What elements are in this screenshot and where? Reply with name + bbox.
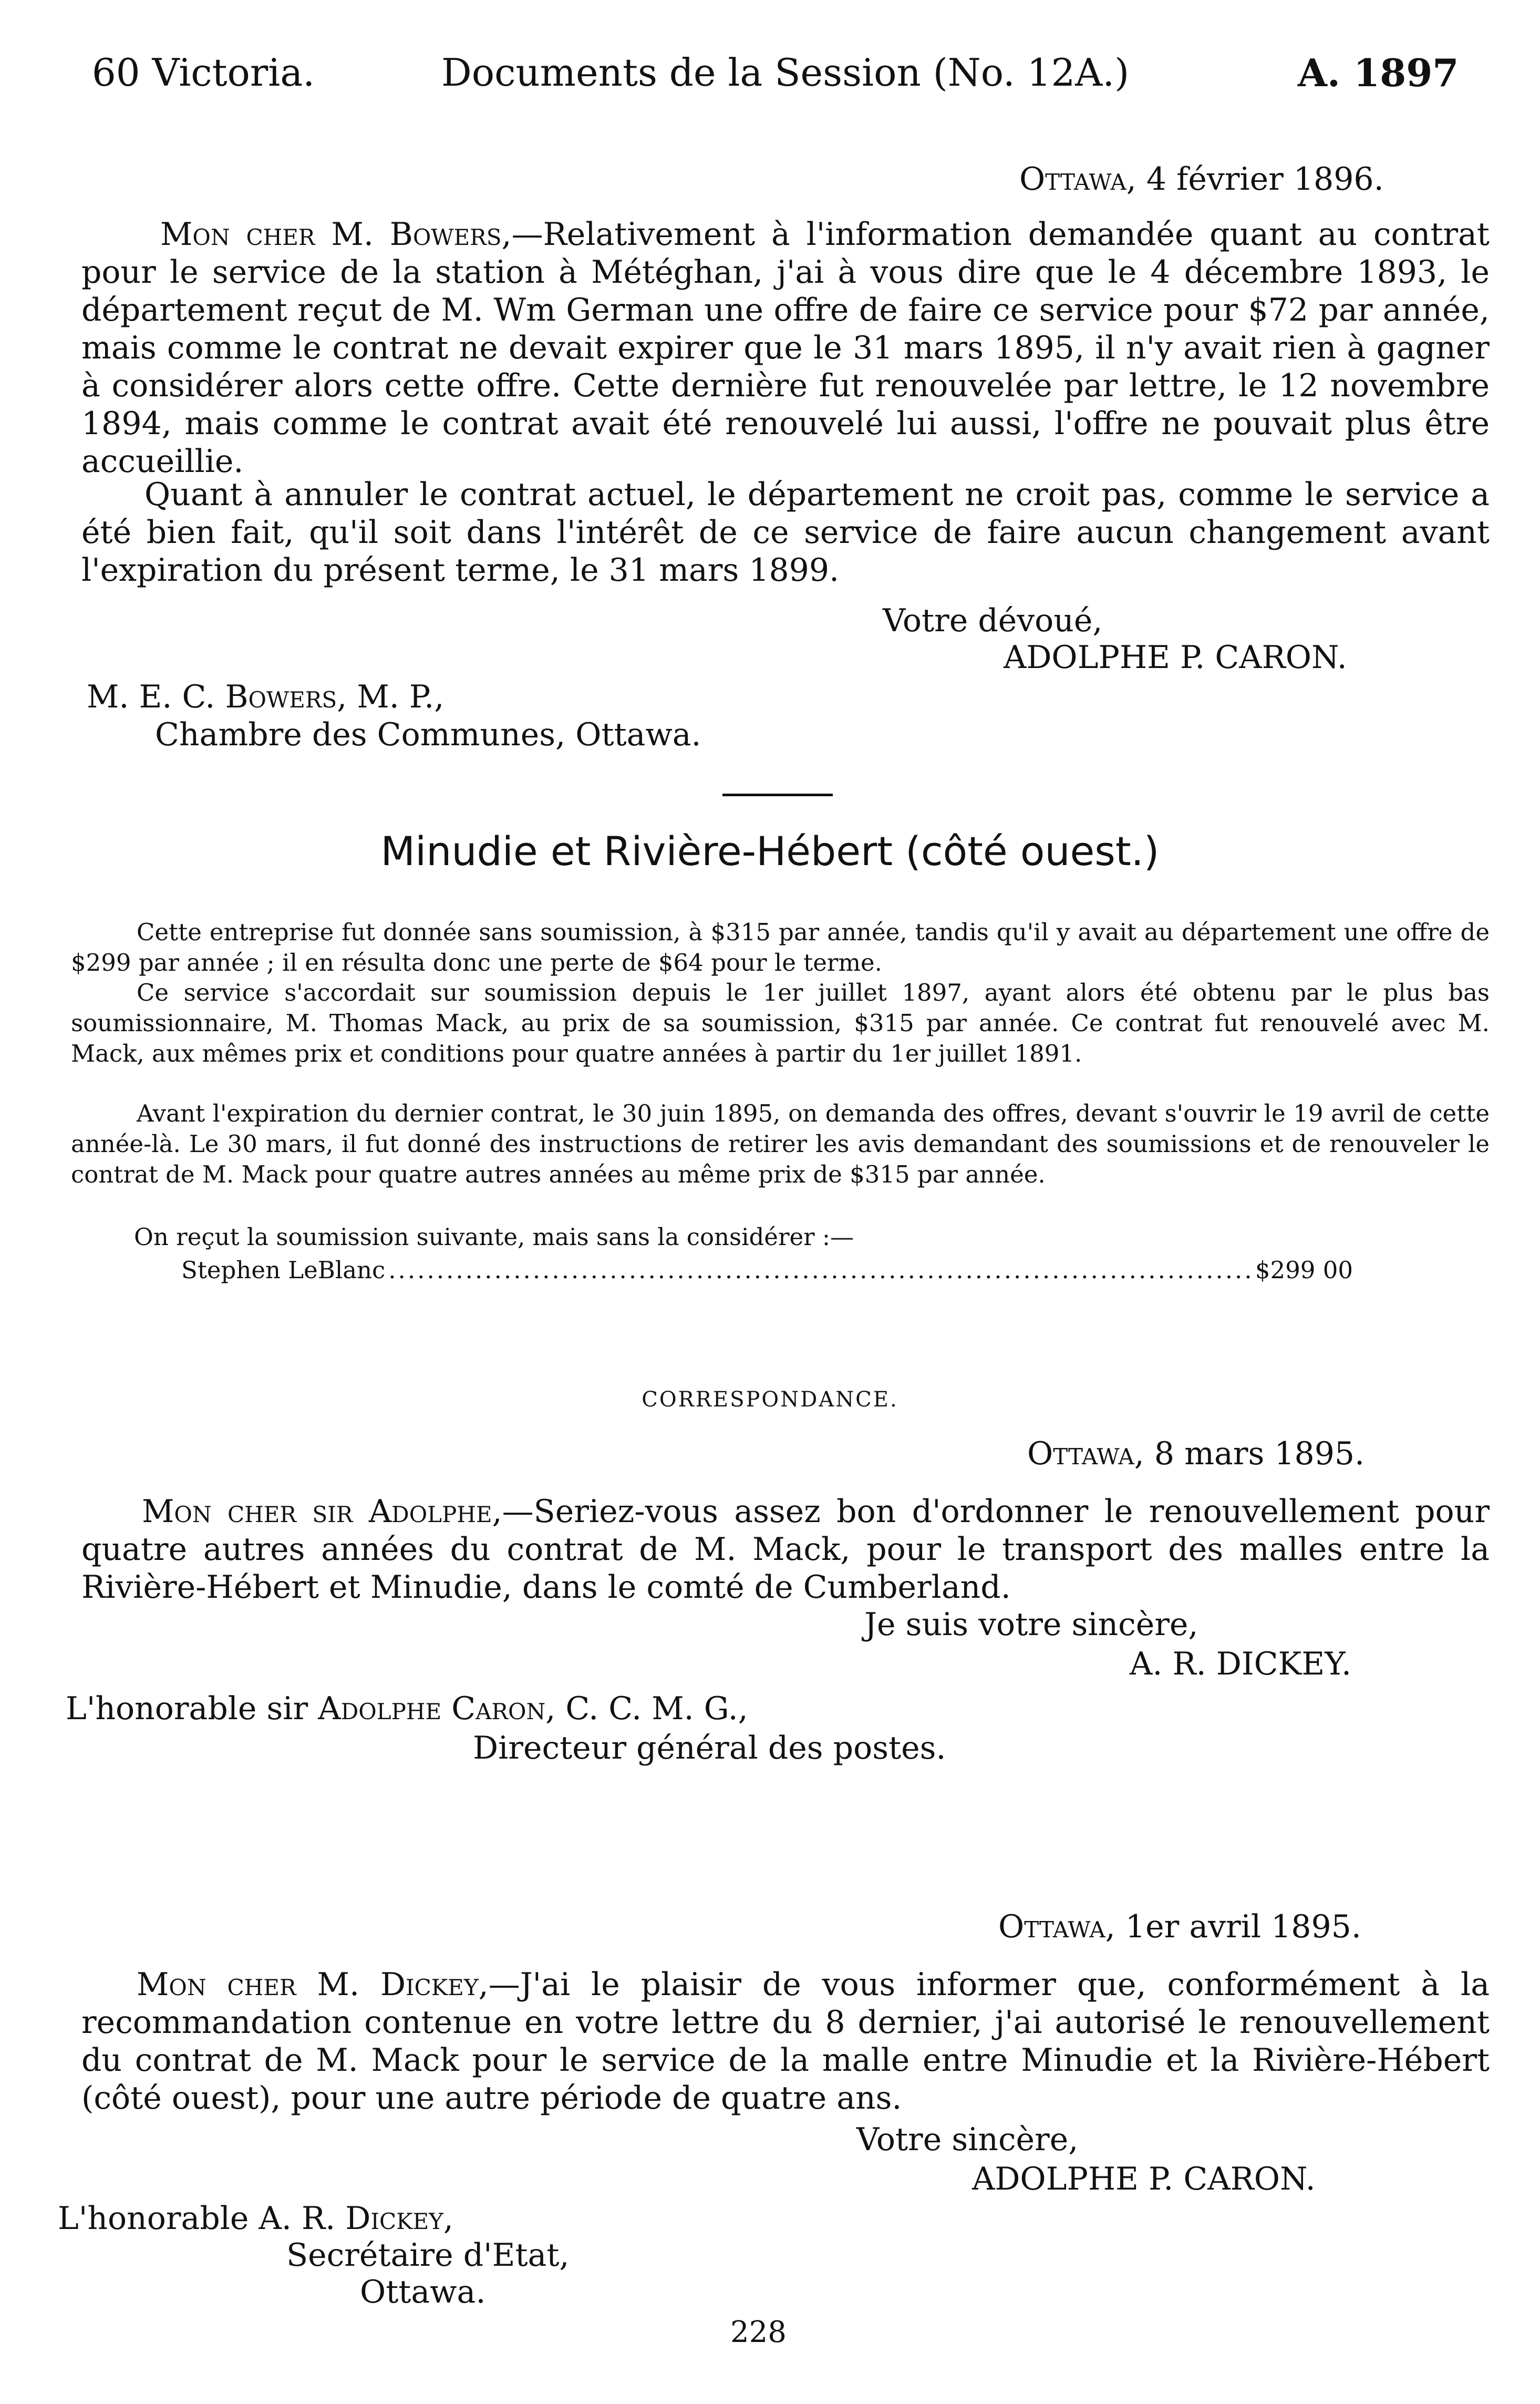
letter2-paragraph [81,1493,1490,1606]
section-divider [722,794,833,796]
correspondence-label: CORRESPONDANCE. [642,1388,898,1412]
letter3-recipient-title: Secrétaire d'Etat, [286,2237,570,2274]
section-paragraph-3: Avant l'expiration du dernier contrat, le 30 juin 1895, on demanda des offres, devant s'ouvrir le 19 avril de cette année-là. Le 30 mars, il fut donné des instructions de retirer les avis demandant des soumissions et de renouveler le contrat de M. Mack pour quatre autres années au même prix de $315 par année. [71,1100,1490,1188]
letter3-dateline [998,1908,1361,1946]
letter3-signature: ADOLPHE P. CARON. [972,2161,1316,2197]
page-number: 228 [730,2315,787,2349]
letter1-recipient-address: Chambre des Communes, Ottawa. [155,716,701,753]
letter2-recipient-title: Directeur général des postes. [473,1730,946,1766]
letter1-closing: Votre dévoué, [883,602,1103,639]
letter2-recipient-name: Adolphe Caron, [318,1690,556,1727]
letter3-recipient-city: Ottawa. [360,2274,486,2310]
letter1-recipient-name: M. E. C. Bowers, M. P., [87,679,445,715]
letter3-date: 1er avril 1895. [1125,1908,1361,1945]
letter2-body: —Seriez-vous assez bon d'ordonner le renouvellement pour quatre autres années du contrat de M. Mack, pour le transport des malles entre la Rivière-Hébert et Minudie, dans le comté de Cumberland. [81,1493,1490,1606]
letter1-dateline [1019,160,1384,198]
letter1-paragraph-1 [81,215,1490,480]
section-paragraph-2: Ce service s'accordait sur soumission depuis le 1er juillet 1897, ayant alors été obtenu par le plus bas soumissionnaire, M. Thomas Mack, au prix de sa soumission, $315 par année. Ce contrat fut renouvelé avec M. Mack, aux mêmes prix et conditions pour quatre années à partir du 1er juillet 1891. [71,979,1490,1067]
tender-name: Stephen LeBlanc [181,1256,386,1284]
header-session: 60 Victoria. [92,50,315,95]
letter3-place: Ottawa, [998,1908,1115,1945]
letter2-dateline [1027,1435,1365,1473]
letter1-body-1: —Relativement à l'information demandée quant au contrat pour le service de la station à Météghan, j'ai à vous dire que le 4 décembre 1893, le département reçut de M. Wm German une offre de faire ce service pour $72 par année, mais comme le contrat ne devait expirer que le 31 mars 1895, il n'y avait rien à gagner à considérer alors cette offre. Cette dernière fut renouvelée par lettre, le 12 novembre 1894, mais comme le contrat avait été renouvelé lui aussi, l'offre ne pouvait plus être accueillie. [81,216,1490,480]
letter3-paragraph [81,1966,1490,2117]
letter3-recipient-prefix: L'honorable [58,2200,249,2237]
letter1-salutation: Mon cher M. Bowers, [160,216,512,253]
tender-amount: $299 00 [1255,1256,1353,1284]
letter3-recipient [58,2200,453,2237]
letter2-place: Ottawa, [1027,1435,1144,1472]
letter1-date: 4 février 1896. [1146,161,1384,198]
section-heading: Minudie et Rivière-Hébert (côté ouest.) [380,828,1160,875]
letter3-recipient-name: A. R. Dickey, [259,2200,453,2237]
letter3-closing: Votre sincère, [856,2121,1079,2158]
letter3-salutation: Mon cher M. Dickey, [137,1966,489,2003]
letter2-recipient-suffix: C. C. M. G., [565,1690,748,1727]
letter2-recipient-prefix: L'honorable sir [66,1690,308,1727]
letter3-body: —J'ai le plaisir de vous informer que, conformément à la recommandation contenue en votre lettre du 8 dernier, j'ai autorisé le renouvellement du contrat de M. Mack pour le service de la malle entre Minudie et la Rivière-Hébert (côté ouest), pour une autre période de quatre ans. [81,1966,1490,2117]
section-paragraph-1: Cette entreprise fut donnée sans soumission, à $315 par année, tandis qu'il y avait au département une offre de $299 par année ; il en résulta donc une perte de $64 pour le terme. [71,918,1490,977]
tender-leader-dots [388,1256,1252,1284]
letter1-place: Ottawa, [1019,161,1136,198]
section-paragraph-4: On reçut la soumission suivante, mais sans la considérer :— [134,1223,854,1251]
letter2-signature: A. R. DICKEY. [1130,1646,1352,1682]
header-title: Documents de la Session (No. 12A.) [441,50,1130,95]
letter2-salutation: Mon cher sir Adolphe, [142,1493,502,1530]
letter1-signature: ADOLPHE P. CARON. [1004,639,1347,676]
tender-row [181,1256,1353,1284]
letter2-recipient [66,1690,748,1728]
letter1-paragraph-2: Quant à annuler le contrat actuel, le département ne croit pas, comme le service a été bien fait, qu'il soit dans l'intérêt de ce service de faire aucun changement avant l'expiration du présent terme, le 31 mars 1899. [81,476,1490,589]
letter2-date: 8 mars 1895. [1154,1435,1365,1472]
letter2-closing: Je suis votre sincère, [864,1606,1198,1643]
header-year: A. 1897 [1298,50,1459,95]
